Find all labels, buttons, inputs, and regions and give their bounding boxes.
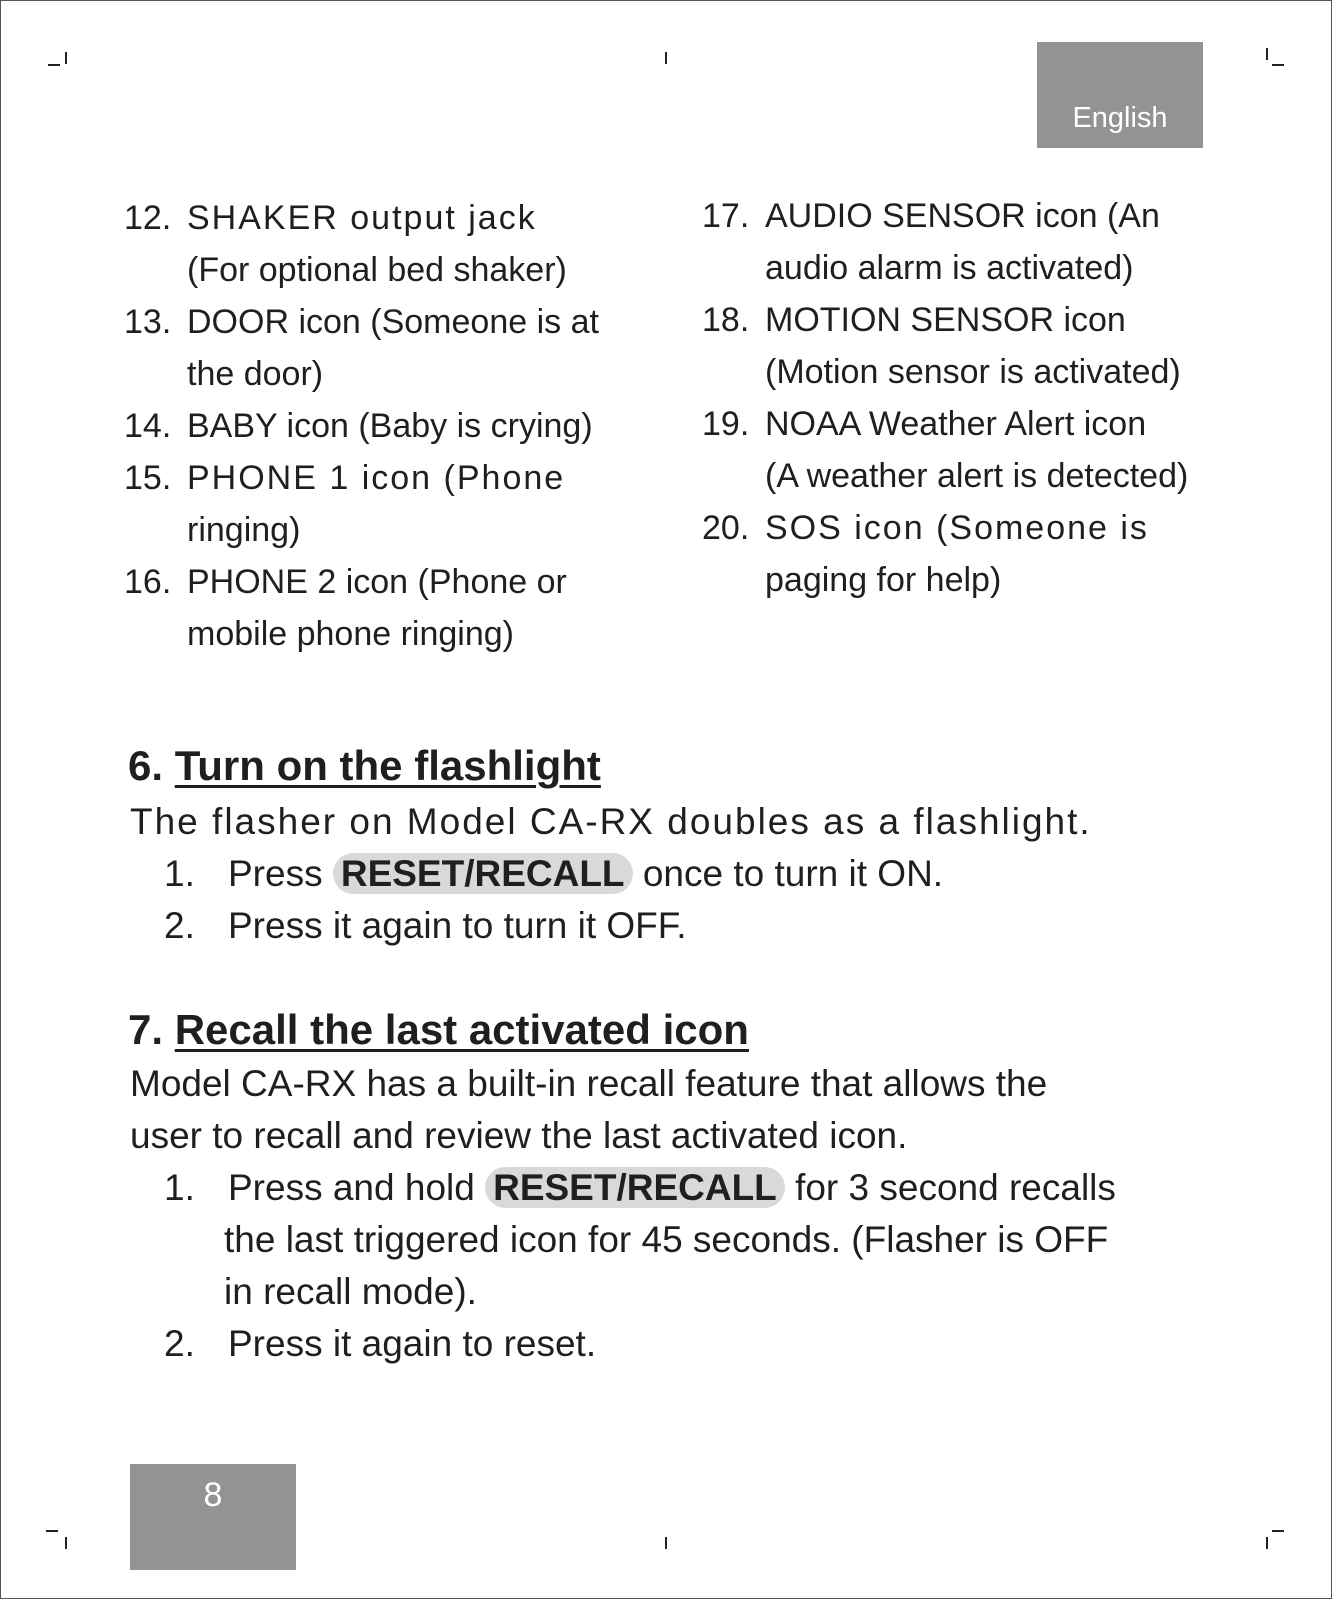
item-line: NOAA Weather Alert icon xyxy=(765,405,1147,443)
intro-line: user to recall and review the last activated icon. xyxy=(130,1115,908,1156)
step-text: Press it again to turn it OFF. xyxy=(228,905,687,946)
reset-recall-button-label: RESET/RECALL xyxy=(485,1167,785,1208)
item-line: mobile phone ringing) xyxy=(187,615,514,653)
section-number: 6. xyxy=(128,742,164,789)
intro-line: Model CA-RX has a built-in recall feature that allows the xyxy=(130,1063,1048,1104)
item-number: 15. xyxy=(124,459,172,497)
icon-list-right xyxy=(702,190,1242,606)
item-number: 14. xyxy=(124,407,172,445)
crop-mark-top-left-v xyxy=(65,52,67,64)
list-item xyxy=(702,190,1242,294)
crop-mark-top-right-h xyxy=(1272,64,1284,66)
item-number: 19. xyxy=(702,405,750,443)
section-6-intro: The flasher on Model CA-RX doubles as a flashlight. xyxy=(130,801,1092,842)
list-item xyxy=(702,398,1242,502)
step-number: 1. xyxy=(164,853,195,894)
section-7-step-2 xyxy=(164,1318,1244,1370)
section-7-intro xyxy=(130,1058,1240,1162)
step-text: Press and hold xyxy=(228,1167,475,1208)
item-line: DOOR icon (Someone is at xyxy=(187,303,599,341)
section-title: Turn on the flashlight xyxy=(174,742,601,789)
reset-recall-button-label: RESET/RECALL xyxy=(333,853,633,894)
crop-mark-bottom-center xyxy=(665,1537,667,1549)
item-line: SHAKER output jack xyxy=(187,199,537,237)
language-tab xyxy=(1037,42,1203,148)
section-6-heading xyxy=(128,740,601,792)
item-line: ringing) xyxy=(187,511,301,549)
item-line: PHONE 1 icon (Phone xyxy=(187,459,566,497)
section-6-step-2 xyxy=(164,900,1244,952)
item-line: MOTION SENSOR icon xyxy=(765,301,1126,339)
crop-mark-top-center xyxy=(665,52,667,64)
page-number-box xyxy=(130,1464,296,1570)
list-item xyxy=(124,452,644,556)
item-line: (Motion sensor is activated) xyxy=(765,353,1181,391)
section-6-step-1 xyxy=(164,848,1244,900)
item-number: 18. xyxy=(702,301,750,339)
item-line: (For optional bed shaker) xyxy=(187,251,567,289)
list-item xyxy=(124,400,644,452)
list-item xyxy=(124,296,644,400)
step-text: Press it again to reset. xyxy=(228,1323,597,1364)
section-number: 7. xyxy=(128,1006,164,1053)
step-text: Press xyxy=(228,853,323,894)
step-number: 1. xyxy=(164,1167,195,1208)
page-number: 8 xyxy=(203,1476,223,1514)
list-item xyxy=(124,556,644,660)
step-text: once to turn it ON. xyxy=(642,853,944,894)
item-number: 17. xyxy=(702,197,750,235)
crop-mark-top-left-h xyxy=(48,64,60,66)
item-line: the door) xyxy=(187,355,324,393)
section-7-heading xyxy=(128,1004,749,1056)
item-line: BABY icon (Baby is crying) xyxy=(187,407,593,445)
list-item xyxy=(124,192,644,296)
list-item xyxy=(702,502,1242,606)
section-title: Recall the last activated icon xyxy=(174,1006,749,1053)
item-line: (A weather alert is detected) xyxy=(765,457,1189,495)
item-line: PHONE 2 icon (Phone or xyxy=(187,563,567,601)
item-number: 20. xyxy=(702,509,750,547)
icon-list-left xyxy=(124,192,644,660)
list-item xyxy=(702,294,1242,398)
step-text: for 3 second recalls xyxy=(795,1167,1116,1208)
crop-mark-bottom-left-v xyxy=(65,1537,67,1549)
item-line: SOS icon (Someone is xyxy=(765,509,1149,547)
item-line: audio alarm is activated) xyxy=(765,249,1134,287)
step-text: the last triggered icon for 45 seconds. (Flasher is OFF xyxy=(224,1219,1109,1260)
item-line: AUDIO SENSOR icon (An xyxy=(765,197,1160,235)
section-7-step-1 xyxy=(164,1162,1244,1318)
crop-mark-top-right-v xyxy=(1266,48,1268,60)
crop-mark-bottom-right-h xyxy=(1272,1530,1284,1532)
crop-mark-bottom-right-v xyxy=(1266,1537,1268,1549)
language-label: English xyxy=(1072,102,1168,134)
step-number: 2. xyxy=(164,905,195,946)
crop-mark-bottom-left-h xyxy=(46,1530,58,1532)
item-line: paging for help) xyxy=(765,561,1002,599)
item-number: 13. xyxy=(124,303,172,341)
step-number: 2. xyxy=(164,1323,195,1364)
step-text: in recall mode). xyxy=(224,1271,477,1312)
item-number: 16. xyxy=(124,563,172,601)
item-number: 12. xyxy=(124,199,172,237)
